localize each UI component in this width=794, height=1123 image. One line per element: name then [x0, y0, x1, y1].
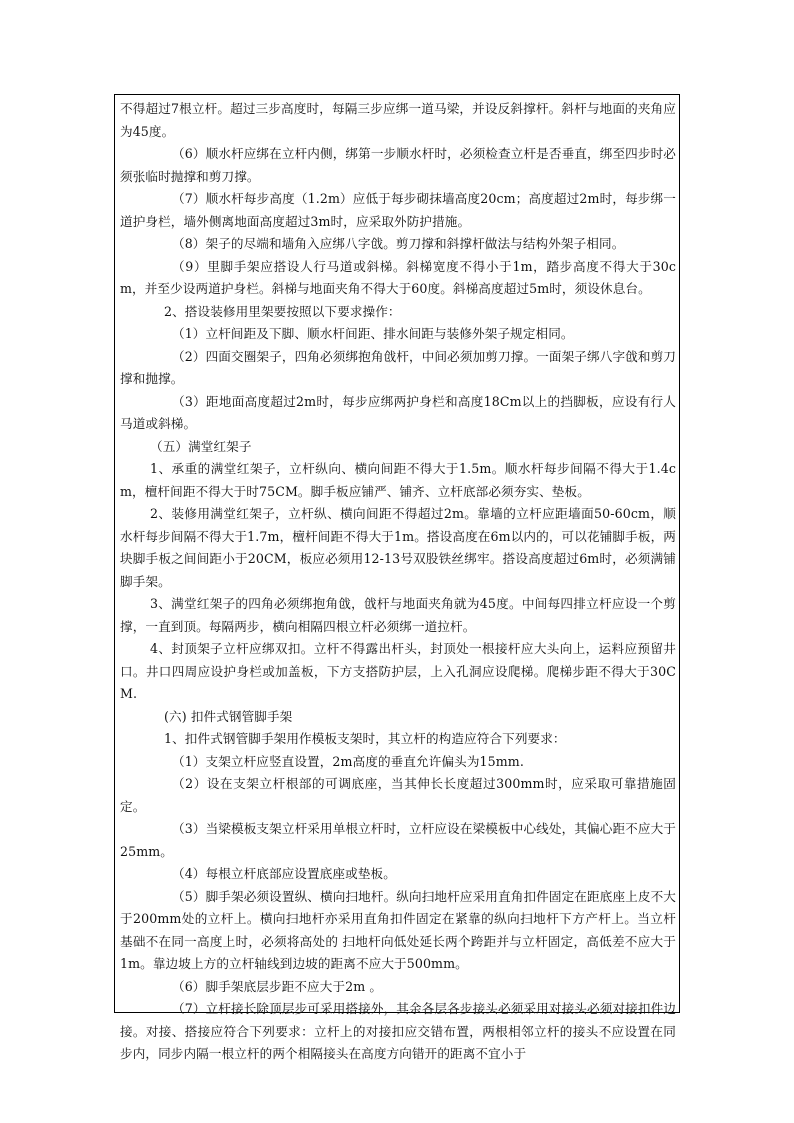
paragraph: （2）四面交圈架子，四角必须绑抱角戗杆，中间必须加剪刀撑。一面架子绑八字戗和剪刀撑和抛撑。	[120, 348, 676, 386]
paragraph: （6）顺水杆应绑在立杆内侧，绑第一步顺水杆时，必须检查立杆是否垂直，绑至四步时必须张临时抛撑和剪刀撑。	[120, 146, 676, 184]
paragraph: 2、搭设装修用里架要按照以下要求操作：	[164, 303, 401, 319]
paragraph: （5）脚手架必须设置纵、横向扫地杆。纵向扫地杆应采用直角扣件固定在距底座上皮不大于200mm处的立杆上。横向扫地杆亦采用直角扣件固定在紧靠的纵向扫地杆下方产杆上。当立杆基础不在同一高度上时，必须将高处的 扫地杆向低处延长两个跨距并与立杆固定，高低差不应大于1m。靠边坡上方的立杆轴线到边坡的距离不应大于500mm。	[120, 888, 676, 971]
paragraph: 1、承重的满堂红架子，立杆纵向、横向间距不得大于1.5m。顺水杆每步间隔不得大于1.4cm，檀杆间距不得大于时75CM。脚手板应铺严、铺齐、立杆底部必须夯实、垫板。	[120, 461, 676, 499]
paragraph: （2）设在支架立杆根部的可调底座，当其伸长长度超过300mm时，应采取可靠措施固定。	[120, 776, 676, 814]
paragraph: （3）距地面高度超过2m时，每步应绑两护身栏和高度18Cm以上的挡脚板，应设有行人马道或斜梯。	[120, 393, 676, 431]
paragraph: （3）当梁模板支架立杆采用单根立杆时，立杆应设在梁模板中心线处，其偏心距不应大于25mm。	[120, 821, 676, 859]
paragraph: （6）脚手架底层步距不应大于2m 。	[172, 978, 383, 994]
paragraph: （8）架子的尽端和墙角入应绑八字戗。剪刀撑和斜撑杆做法与结构外架子相同。	[172, 236, 625, 251]
paragraph: 4、封顶架子立杆应绑双扣。立杆不得露出杆头，封顶处一根接杆应大头向上，运料应预留井口。井口四周应设护身栏或加盖板，下方支搭防护层，上入孔洞应设爬梯。爬梯步距不得大于30CM.	[120, 641, 676, 701]
paragraph: （1）立杆间距及下脚、顺水杆间距、排水间距与装修外架子规定相同。	[172, 326, 574, 341]
paragraph: （9）里脚手架应搭设人行马道或斜梯。斜梯宽度不得小于1m，踏步高度不得大于30cm，并至少设两道护身栏。斜梯与地面夹角不得大于60度。斜梯高度超过5m时，须设休息台。	[120, 258, 676, 296]
paragraph: 3、满堂红架子的四角必须绑抱角戗，戗杆与地面夹角就为45度。中间每四排立杆应设一个剪撑，一直到顶。每隔两步，横向相隔四根立杆必须绑一道拉杆。	[120, 596, 676, 634]
paragraph: （4）每根立杆底部应设置底座或垫板。	[172, 866, 396, 881]
paragraph: 不得超过7根立杆。超过三步高度时，每隔三步应绑一道马梁，并设反斜撑杆。斜杆与地面的夹角应为45度。	[120, 101, 676, 139]
document-body	[120, 98, 676, 1066]
paragraph: （1）支架立杆应竖直设置，2m高度的垂直允许偏头为15mm.	[172, 753, 524, 769]
paragraph: 1、扣件式钢管脚手架用作模板支架时，其立杆的构造应符合下列要求：	[164, 731, 566, 746]
paragraph: （7）顺水杆每步高度（1.2m）应低于每步砌抹墙高度20cm；高度超过2m时，每步绑一道护身栏，墙外侧离地面高度超过3m时，应采取外防护措施。	[120, 191, 676, 229]
section-heading: （五）满堂红架子	[150, 438, 252, 454]
paragraph: 2、装修用满堂红架子，立杆纵、横向间距不得超过2m。靠墙的立杆应距墙面50-60cm，顺水杆每步间隔不得大于1.7m，檀杆间距不得大于1m。搭设高度在6m以内的，可以花铺脚手板，两块脚手板之间间距小于20CM，板应必须用12-13号双股铁丝绑牢。搭设高度超过6m时，必须满铺脚手架。	[120, 506, 676, 589]
section-heading: (六) 扣件式钢管脚手架	[164, 708, 293, 724]
paragraph: （7）立杆接长除顶层步可采用搭接外，其余各层各步接头必须采用对接头必须对接扣件边接。对接、搭接应符合下列要求：立杆上的对接扣应交错布置，两根相邻立杆的接头不应设置在同步内，同步内隔一根立杆的两个相隔接头在高度方向错开的距离不宜小于	[120, 1001, 676, 1061]
